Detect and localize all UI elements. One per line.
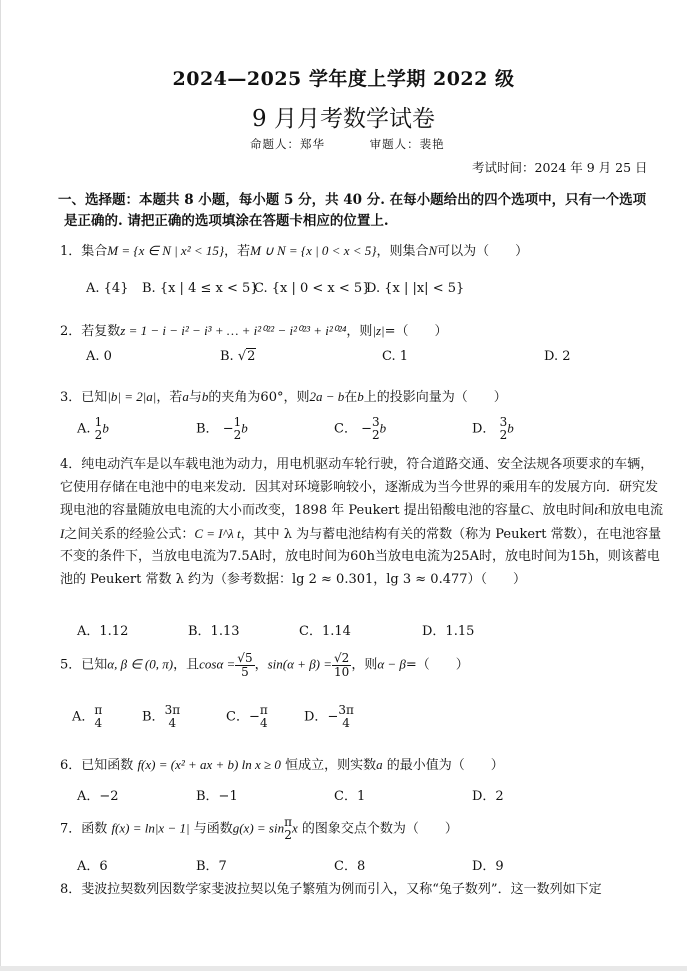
math-var: x [291, 820, 298, 836]
option-sign: − [327, 709, 339, 725]
q-text: 恒成立，则实数 [285, 758, 377, 773]
math-value: 15h [569, 549, 595, 564]
question-1 [60, 240, 528, 259]
q-text: 之间关系的经验公式： [64, 526, 195, 542]
denominator: 2 [284, 828, 292, 843]
q-text: 可以为（ ） [437, 244, 529, 259]
option-label: C． [334, 421, 357, 437]
question-number: 7． [60, 821, 82, 837]
q-text: 的最小值为（ ） [386, 758, 504, 773]
option-sign: − [248, 709, 260, 725]
question-number: 2． [60, 324, 82, 339]
page-bottom-edge [0, 966, 687, 971]
option-label: B. [220, 349, 234, 364]
q-text: 、放电时间 [529, 503, 595, 518]
question-7 [60, 816, 458, 842]
question-3 [60, 386, 507, 405]
q-text: 与 [188, 390, 202, 405]
q3-option-a [77, 416, 109, 442]
q6-option-d: D．2 [472, 789, 504, 804]
denominator: 4 [94, 716, 103, 731]
q-text: 在 [344, 390, 358, 405]
question-5 [60, 652, 469, 678]
math-expr: sin(α + β) = [267, 656, 333, 672]
q2-option-b: B. √2 [220, 349, 256, 364]
math-var: b [357, 389, 364, 404]
math-var: b [241, 420, 248, 436]
q-text: 集合 [81, 244, 108, 259]
q-text: 斐波拉契数列因数学家斐波拉契以兔子繁殖为例而引入，又称“兔子数列”．这一数列如下定 [81, 882, 602, 897]
section-heading-text: 一、选择题：本题共 8 小题，每小题 5 分，共 40 分. 在每小题给出的四个选项中，只有一个选项是正确的. 请把正确的选项填涂在答题卡相应的位置上. [58, 192, 647, 229]
math-var: b [102, 420, 109, 436]
fraction [235, 652, 254, 678]
q2-option-a: A. 0 [86, 349, 112, 364]
math-var: t [594, 502, 599, 517]
page-left-border [0, 0, 1, 971]
question-number: 8． [60, 882, 82, 897]
q4-option-a: A．1.12 [77, 624, 129, 639]
math-expr: |z| [372, 323, 385, 338]
q-text: ，其中 λ 为与蓄电池结构有关的常数（称为 Peukert 常数），在电池容量不变的条件下，当放电电流为 [60, 526, 662, 564]
denominator: 2 [233, 428, 242, 443]
q7-option-d: D．9 [472, 859, 504, 874]
fraction [260, 704, 268, 730]
math-value: 25A [453, 549, 479, 564]
math-expr: f(x) = (x² + ax + b) ln x ≥ 0 [137, 757, 281, 772]
option-label: A. [77, 421, 91, 437]
numerator: 3 [372, 415, 380, 429]
q1-option-c: C. {x | 0 < x < 5} [254, 281, 371, 296]
q1-option-a: A. {4} [86, 281, 129, 296]
q1-option-d: D. {x | |x| < 5} [366, 281, 465, 296]
q-text: =（ ） [384, 324, 448, 339]
q-text: ，则 [283, 390, 310, 405]
math-expr: M = {x ∈ N | x² < 15} [107, 243, 225, 258]
numerator: π [284, 815, 292, 829]
q-text: 时，放电时间为 [259, 549, 351, 564]
numerator: 3π [338, 703, 354, 717]
math-expr: lg 2 ≈ 0.301，lg 3 ≈ 0.477 [292, 571, 468, 587]
math-expr: α − β [377, 656, 406, 672]
math-expr: 60° [260, 390, 284, 405]
question-4 [60, 454, 665, 591]
q5-option-c [226, 704, 268, 730]
q5-option-d [304, 704, 354, 730]
q-text: 已知函数 [81, 758, 134, 773]
numerator: 1 [94, 415, 103, 429]
question-6 [60, 754, 504, 773]
q-text: ）（ ） [467, 571, 527, 587]
q-text: 与函数 [193, 821, 233, 837]
denominator: 2 [94, 428, 103, 443]
exam-title-line1: 2024—2025 学年度上学期 2022 级 [172, 68, 515, 90]
q-text: 和放电电流 [598, 503, 664, 518]
q7-option-c: C．8 [334, 859, 366, 874]
numerator: 3 [499, 415, 508, 429]
math-value: 7.5A [229, 549, 260, 564]
q7-option-b: B．7 [196, 859, 227, 874]
q-text: 时，放电时间为 [478, 549, 570, 564]
question-number: 4． [60, 457, 82, 472]
q2-option-c: C. 1 [382, 349, 409, 364]
denominator: 4 [168, 716, 177, 731]
math-var: C [520, 502, 530, 517]
math-var: b [507, 420, 514, 436]
exam-authors [250, 136, 485, 152]
q2-option-d: D. 2 [544, 349, 571, 364]
q3-option-b [196, 416, 248, 442]
q-text: 上的投影向量为（ ） [363, 390, 507, 405]
question-number: 6． [60, 758, 82, 773]
question-8 [60, 878, 602, 897]
sqrt-radicand: 2 [247, 349, 256, 364]
q-text: 若复数 [81, 324, 121, 339]
option-label: A． [72, 709, 95, 725]
question-number: 5． [60, 657, 82, 673]
setter: 命题人：郑华 [250, 137, 325, 151]
q-text: ，若 [224, 244, 251, 259]
question-2 [60, 320, 448, 339]
math-var: I [60, 525, 65, 541]
numerator: π [259, 703, 268, 717]
fraction [372, 416, 380, 442]
exam-title-line2: 9 月月考数学试卷 [252, 106, 435, 132]
fraction [332, 652, 351, 678]
denominator: 2 [372, 428, 380, 443]
math-value: 60h [350, 549, 376, 564]
q-text: ， [254, 657, 268, 673]
math-expr: 2a − b [309, 389, 345, 404]
numerator: √2 [334, 651, 350, 665]
section-heading [58, 190, 654, 232]
q6-option-b: B．−1 [196, 789, 238, 804]
numerator: π [94, 703, 103, 717]
math-var: a [182, 389, 189, 404]
denominator: 2 [499, 428, 508, 443]
denominator: 10 [334, 664, 350, 679]
numerator: 3π [164, 703, 181, 717]
option-label: B． [196, 421, 219, 437]
math-expr: C = I^λ t [194, 525, 241, 541]
math-expr: z = 1 − i − i² − i³ + … + i²⁰²² − i²⁰²³ + i²⁰²⁴ [120, 323, 347, 338]
q-text: 函数 [81, 821, 108, 837]
q6-option-c: C．1 [334, 789, 366, 804]
q-text: 纯电动汽车是以车载电池为动力，用电机驱动车轮行驶，符合道路交通、安全法规各项要求的车辆，它使用存储在电池中的电来发动．因其对环境影响较小，逐渐成为当今世界的乘用车的发展方向．研究发现电池的容量随放电电流的大小而改变，1898 年 Peukert 提出铅酸电池的容量 [60, 457, 659, 518]
denominator: 4 [259, 716, 268, 731]
option-label: C． [226, 709, 249, 725]
q-text: 已知 [81, 657, 108, 673]
q4-option-c: C．1.14 [299, 624, 351, 639]
q-text: 的夹角为 [208, 390, 261, 405]
math-var: b [201, 389, 209, 404]
option-label: D． [304, 709, 328, 725]
math-expr: |b| = 2|a| [107, 389, 157, 404]
math-expr: f(x) = ln|x − 1| [111, 820, 190, 836]
math-var: N [428, 243, 438, 258]
q7-option-a: A．6 [77, 859, 108, 874]
q4-option-d: D．1.15 [422, 624, 475, 639]
fraction [94, 704, 102, 730]
q-text: 当放电电流为 [375, 549, 454, 564]
q-text: ，则集合 [376, 244, 429, 259]
fraction [165, 704, 181, 730]
q-text: 已知 [81, 390, 108, 405]
q-text: ，则 [351, 657, 378, 673]
math-var: b [379, 420, 387, 436]
q-text: 的图象交点个数为（ ） [301, 821, 458, 837]
q4-option-b: B．1.13 [188, 624, 240, 639]
denominator: 5 [241, 664, 249, 679]
exam-time: 考试时间：2024 年 9 月 25 日 [472, 160, 648, 175]
math-expr: M ∪ N = {x | 0 < x < 5} [250, 243, 377, 258]
option-label: B． [142, 709, 165, 725]
q-text: =（ ） [405, 657, 469, 673]
q-text: ，若 [156, 390, 183, 405]
math-expr: g(x) = sin [232, 820, 285, 836]
q1-option-b: B. {x | 4 ≤ x < 5} [142, 281, 259, 296]
math-expr: cosα = [199, 656, 236, 672]
q-text: ，则 [346, 324, 373, 339]
q5-option-b [142, 704, 180, 730]
q3-option-d [472, 416, 514, 442]
q-text: ，且 [173, 657, 200, 673]
option-sign: − [222, 421, 234, 437]
option-label: D． [472, 421, 496, 437]
question-number: 1． [60, 244, 82, 259]
fraction [284, 816, 292, 842]
q3-option-c [334, 416, 386, 442]
reviewer: 审题人：裴艳 [369, 137, 445, 151]
numerator: 1 [233, 415, 242, 429]
q-text: ，则该蓄电池的 Peukert 常数 λ 约为（参考数据： [60, 549, 660, 587]
q6-option-a: A．−2 [77, 789, 119, 804]
fraction [338, 704, 354, 730]
math-var: a [376, 757, 383, 772]
question-number: 3． [60, 390, 82, 405]
denominator: 4 [342, 716, 350, 731]
numerator: √5 [237, 651, 253, 665]
q5-option-a [72, 704, 102, 730]
math-expr: α, β ∈ (0, π) [107, 656, 174, 672]
option-sign: − [361, 421, 372, 437]
